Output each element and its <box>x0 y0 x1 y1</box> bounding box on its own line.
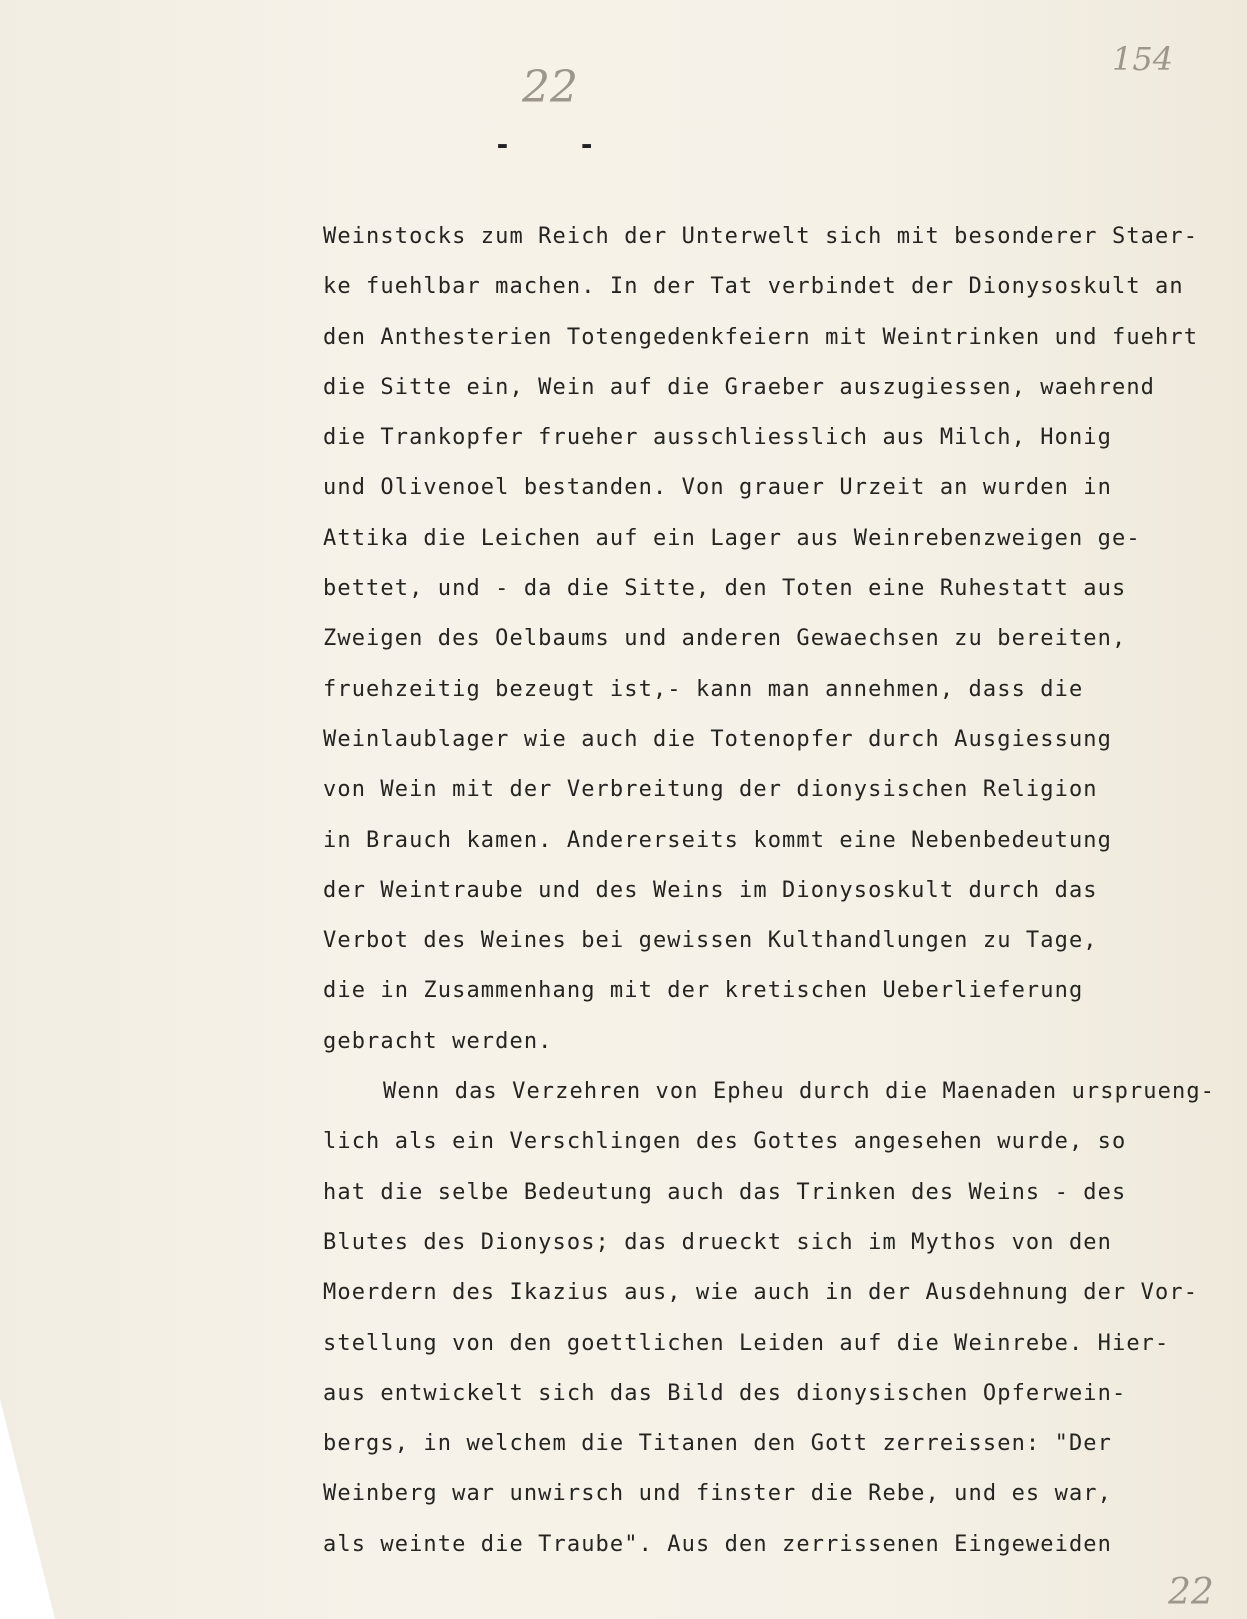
text-line: bergs, in welchem die Titanen den Gott zerreissen: "Der <box>323 1431 1112 1457</box>
pencil-folio-number: 154 <box>1112 40 1174 78</box>
text-line: die Trankopfer frueher ausschliesslich aus Milch, Honig <box>323 425 1112 451</box>
paragraph-start-line: Wenn das Verzehren von Epheu durch die Maenaden ursprueng- <box>383 1079 1216 1105</box>
text-line: Weinlaublager wie auch die Totenopfer durch Ausgiessung <box>323 726 1112 752</box>
text-line: in Brauch kamen. Andererseits kommt eine Nebenbedeutung <box>323 827 1112 853</box>
pencil-page-number-bottom: 22 <box>1168 1572 1214 1613</box>
text-line: die in Zusammenhang mit der kretischen Ueberlieferung <box>323 978 1084 1004</box>
text-line: gebracht werden. <box>323 1028 553 1054</box>
text-line: den Anthesterien Totengedenkfeiern mit Weintrinken und fuehrt <box>323 324 1199 350</box>
text-line: aus entwickelt sich das Bild des dionysischen Opferwein- <box>323 1380 1127 1406</box>
text-line: die Sitte ein, Wein auf die Graeber auszugiessen, waehrend <box>323 374 1156 400</box>
text-line: ke fuehlbar machen. In der Tat verbindet der Dionysoskult an <box>323 274 1184 300</box>
text-line: und Olivenoel bestanden. Von grauer Urzeit an wurden in <box>323 475 1112 501</box>
text-line: Moerdern des Ikazius aus, wie auch in der Ausdehnung der Vor- <box>323 1280 1199 1306</box>
text-line: Blutes des Dionysos; das drueckt sich im Mythos von den <box>323 1229 1112 1255</box>
typewritten-body <box>323 212 1243 1570</box>
text-line: der Weintraube und des Weins im Dionysoskult durch das <box>323 877 1098 903</box>
text-line: Attika die Leichen auf ein Lager aus Weinrebenzweigen ge- <box>323 525 1141 551</box>
page-header-dashes: - - <box>494 128 596 161</box>
text-line: als weinte die Traube". Aus den zerrissenen Eingeweiden <box>323 1531 1112 1557</box>
text-line: Weinberg war unwirsch und finster die Rebe, und es war, <box>323 1481 1112 1507</box>
text-line: Weinstocks zum Reich der Unterwelt sich mit besonderer Staer- <box>323 224 1199 249</box>
text-line: hat die selbe Bedeutung auch das Trinken des Weins - des <box>323 1179 1127 1205</box>
text-line: Zweigen des Oelbaums und anderen Gewaechsen zu bereiten, <box>323 626 1127 652</box>
text-line: fruehzeitig bezeugt ist,- kann man annehmen, dass die <box>323 676 1084 702</box>
text-line: stellung von den goettlichen Leiden auf die Weinrebe. Hier- <box>323 1330 1170 1356</box>
text-line: lich als ein Verschlingen des Gottes angesehen wurde, so <box>323 1129 1127 1155</box>
text-line: von Wein mit der Verbreitung der dionysischen Religion <box>323 777 1098 803</box>
pencil-page-number-left: 22 <box>522 62 578 113</box>
text-line: bettet, und - da die Sitte, den Toten eine Ruhestatt aus <box>323 576 1127 602</box>
text-line: Verbot des Weines bei gewissen Kulthandlungen zu Tage, <box>323 928 1098 954</box>
